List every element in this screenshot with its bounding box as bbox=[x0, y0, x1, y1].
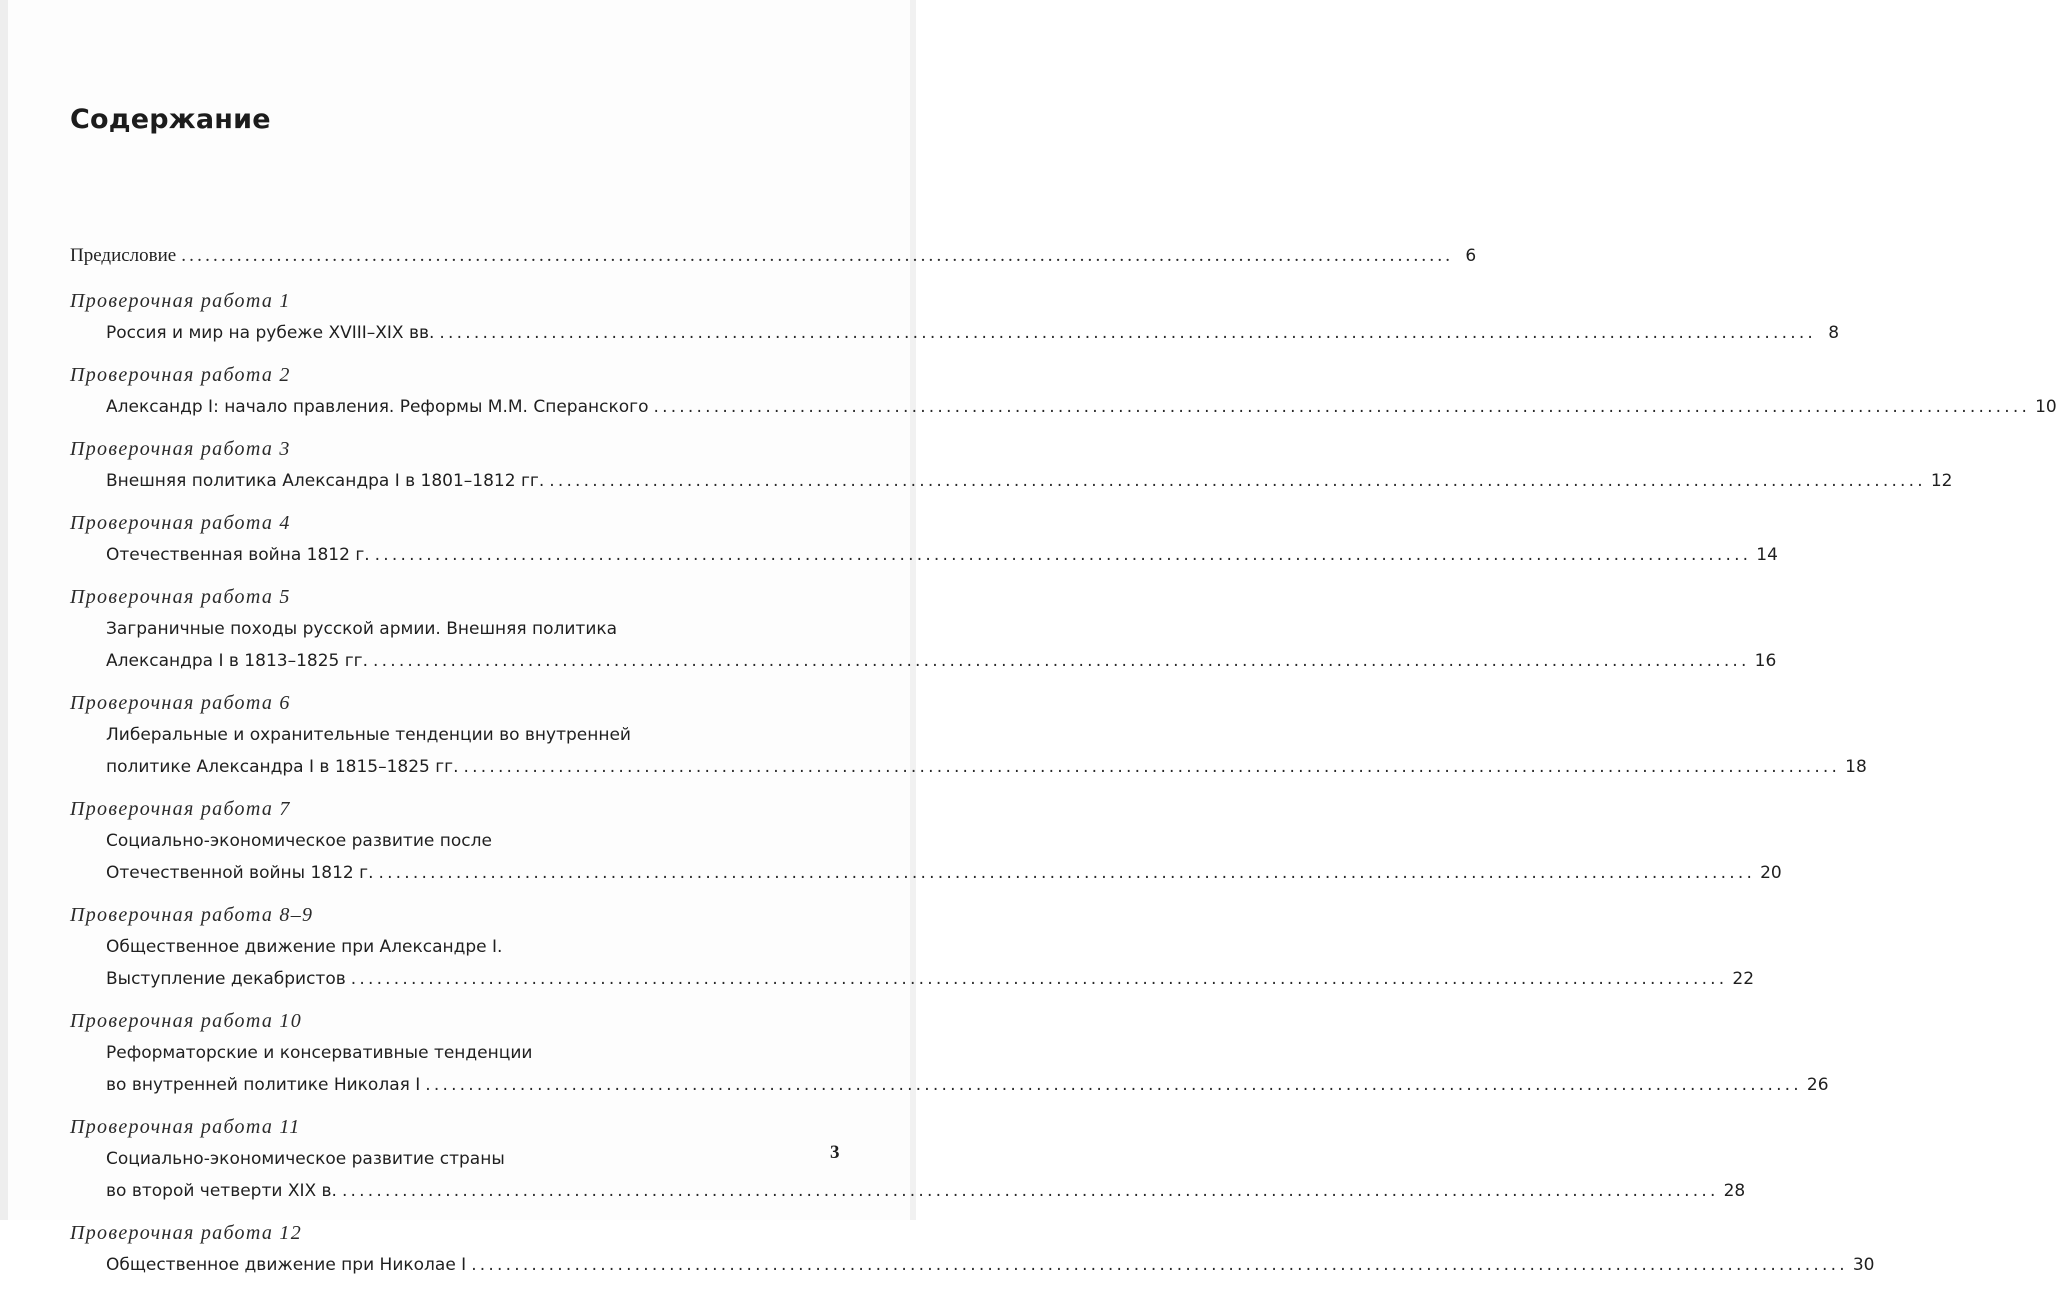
toc-page-number: 18 bbox=[1845, 757, 1867, 777]
dot-leader: ................................................................................................................................................................ bbox=[425, 1075, 1802, 1095]
toc-page-number: 28 bbox=[1723, 1181, 1746, 1201]
toc-entry-body bbox=[70, 539, 1778, 571]
toc-entry-title: во второй четверти XIX в. bbox=[106, 1181, 337, 1201]
toc-entry-title: Отечественная война 1812 г. bbox=[106, 545, 370, 565]
toc-entry-title: Александра I в 1813–1825 гг. bbox=[106, 651, 369, 671]
work-label: Проверочная работа 12 bbox=[70, 1222, 303, 1244]
toc-entry-title-line: Либеральные и охранительные тенденции во внутренней bbox=[106, 725, 631, 745]
toc-entry-body bbox=[70, 931, 1755, 995]
dot-leader: ................................................................................................................................................................ bbox=[374, 545, 1752, 565]
toc-entry-title: Внешняя политика Александра I в 1801–1812 гг. bbox=[106, 471, 545, 491]
toc-page-number: 12 bbox=[1930, 471, 1953, 491]
toc-entry[interactable] bbox=[70, 581, 1777, 677]
toc-entry-body bbox=[70, 1037, 1829, 1101]
dot-leader: ................................................................................................................................................................ bbox=[653, 397, 2031, 417]
toc-page-number: 14 bbox=[1756, 545, 1778, 565]
toc-entry-title: Отечественной войны 1812 г. bbox=[106, 863, 374, 883]
toc-entry-title-line: Социально-экономическое развитие страны bbox=[106, 1149, 505, 1169]
toc-entry-title-line: Реформаторские и консервативные тенденции bbox=[106, 1043, 533, 1063]
toc-leader-line bbox=[106, 465, 1953, 497]
toc-page-number: 30 bbox=[1852, 1255, 1875, 1275]
dot-leader: ................................................................................................................................................................ bbox=[378, 863, 1756, 883]
dot-leader: ................................................................................................................................................................ bbox=[341, 1181, 1719, 1201]
table-of-contents bbox=[70, 240, 2057, 1291]
toc-entry-body bbox=[70, 1143, 1746, 1207]
toc-page-number: 22 bbox=[1732, 969, 1755, 989]
dot-leader: ................................................................................................................................................................ bbox=[350, 969, 1728, 989]
toc-entry[interactable] bbox=[70, 899, 1755, 995]
toc-entry-body bbox=[70, 1249, 1875, 1281]
work-label: Проверочная работа 6 bbox=[70, 692, 291, 714]
page-number: 3 bbox=[830, 1142, 840, 1163]
toc-entry-title-line: Заграничные походы русской армии. Внешняя политика bbox=[106, 619, 618, 639]
work-label: Проверочная работа 2 bbox=[70, 364, 291, 386]
toc-leader-line bbox=[106, 857, 1782, 889]
toc-page-number: 20 bbox=[1760, 863, 1782, 883]
toc-entry[interactable] bbox=[70, 793, 1782, 889]
work-label: Проверочная работа 1 bbox=[70, 290, 291, 312]
toc-leader-line bbox=[106, 645, 1777, 677]
work-label: Проверочная работа 3 bbox=[70, 438, 291, 460]
toc-page-number: 26 bbox=[1806, 1075, 1829, 1095]
toc-entry-title: Выступление декабристов bbox=[106, 969, 346, 989]
toc-work-list bbox=[70, 285, 2057, 1281]
toc-page-number: 8 bbox=[1828, 323, 1840, 343]
toc-entry-title: Предисловие bbox=[70, 245, 177, 266]
toc-entry-title: во внутренней политике Николая I bbox=[106, 1075, 421, 1095]
toc-leader-line bbox=[106, 539, 1778, 571]
toc-entry[interactable] bbox=[70, 433, 1953, 497]
toc-entry-title: Россия и мир на рубеже XVIII–XIX вв. bbox=[106, 323, 435, 343]
toc-leader-line bbox=[106, 1249, 1875, 1281]
toc-entry-title: Общественное движение при Николае I bbox=[106, 1255, 467, 1275]
dot-leader: ................................................................................................................................................................ bbox=[181, 245, 1454, 266]
toc-entry[interactable] bbox=[70, 1217, 1875, 1281]
toc-entry-body bbox=[70, 825, 1782, 889]
toc-entry-body bbox=[70, 391, 2057, 423]
toc-leader-line bbox=[106, 317, 1840, 349]
page-title: Содержание bbox=[70, 104, 271, 135]
work-label: Проверочная работа 8–9 bbox=[70, 904, 314, 926]
toc-entry[interactable] bbox=[70, 687, 1867, 783]
work-label: Проверочная работа 5 bbox=[70, 586, 291, 608]
dot-leader: ................................................................................................................................................................ bbox=[549, 471, 1926, 491]
toc-leader-line bbox=[106, 1069, 1829, 1101]
work-label: Проверочная работа 11 bbox=[70, 1116, 301, 1138]
toc-entry[interactable] bbox=[70, 1005, 1829, 1101]
work-label: Проверочная работа 10 bbox=[70, 1010, 303, 1032]
dot-leader: ................................................................................................................................................................ bbox=[439, 323, 1817, 343]
toc-entry-body bbox=[70, 719, 1867, 783]
toc-leader-line bbox=[106, 963, 1755, 995]
toc-leader-line bbox=[70, 240, 1477, 272]
toc-entry-body bbox=[70, 317, 1840, 349]
toc-page-number: 6 bbox=[1465, 246, 1477, 266]
toc-entry-title-line: Социально-экономическое развитие после bbox=[106, 831, 492, 851]
work-label: Проверочная работа 7 bbox=[70, 798, 291, 820]
toc-page-number: 16 bbox=[1754, 651, 1777, 671]
toc-leader-line bbox=[106, 1175, 1746, 1207]
toc-leader-line bbox=[106, 751, 1867, 783]
toc-entry-title: Александр I: начало правления. Реформы М.М. Сперанского bbox=[106, 397, 649, 417]
toc-entry-title-line: Общественное движение при Александре I. bbox=[106, 937, 503, 957]
toc-entry[interactable] bbox=[70, 359, 2057, 423]
toc-entry-body bbox=[70, 465, 1953, 497]
toc-entry-preface[interactable] bbox=[70, 240, 1477, 272]
dot-leader: ................................................................................................................................................................ bbox=[471, 1255, 1848, 1275]
toc-entry[interactable] bbox=[70, 285, 1840, 349]
dot-leader: ................................................................................................................................................................ bbox=[373, 651, 1750, 671]
work-label: Проверочная работа 4 bbox=[70, 512, 291, 534]
toc-entry[interactable] bbox=[70, 507, 1778, 571]
dot-leader: ................................................................................................................................................................ bbox=[463, 757, 1841, 777]
toc-page-number: 10 bbox=[2035, 397, 2057, 417]
toc-entry[interactable] bbox=[70, 1111, 1746, 1207]
toc-entry-title: политике Александра I в 1815–1825 гг. bbox=[106, 757, 459, 777]
toc-leader-line bbox=[106, 391, 2057, 423]
toc-entry-body bbox=[70, 613, 1777, 677]
